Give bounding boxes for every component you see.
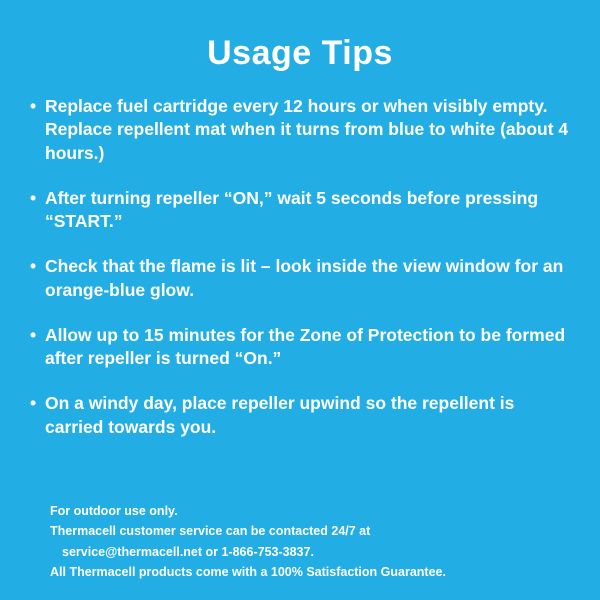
list-item [30, 392, 574, 439]
list-item [30, 324, 574, 371]
tip-text: Replace fuel cartridge every 12 hours or when visibly empty. Replace repellent mat when it turns from blue to white (about 4 hours.) [45, 96, 569, 163]
footer-contact-details: service@thermacell.net or 1-866-753-3837. [62, 544, 314, 559]
bullet-icon: • [30, 324, 37, 345]
bullet-icon: • [30, 393, 37, 414]
footer [50, 501, 446, 582]
bullet-icon: • [30, 96, 37, 116]
tip-text: After turning repeller “ON,” wait 5 seconds before pressing “START.” [45, 187, 539, 232]
footer-guarantee-note: All Thermacell products come with a 100% Satisfaction Guarantee. [50, 564, 446, 579]
tip-text: Check that the flame is lit – look inside the view window for an orange-blue glow. [45, 256, 564, 300]
list-item [30, 255, 574, 302]
list-item [30, 95, 574, 165]
bullet-icon: • [30, 256, 37, 277]
list-item [30, 187, 574, 234]
footer-customer-service-note: Thermacell customer service can be contacted 24/7 at [50, 524, 371, 539]
tip-text: Allow up to 15 minutes for the Zone of Protection to be formed after repeller is turned “On.” [45, 324, 566, 369]
bullet-icon: • [30, 187, 37, 208]
tips-list [0, 95, 600, 439]
footer-outdoor-use-note: For outdoor use only. [50, 504, 178, 518]
page-title: Usage Tips [207, 34, 393, 72]
tip-text: On a windy day, place repeller upwind so the repellent is carried towards you. [45, 393, 515, 437]
